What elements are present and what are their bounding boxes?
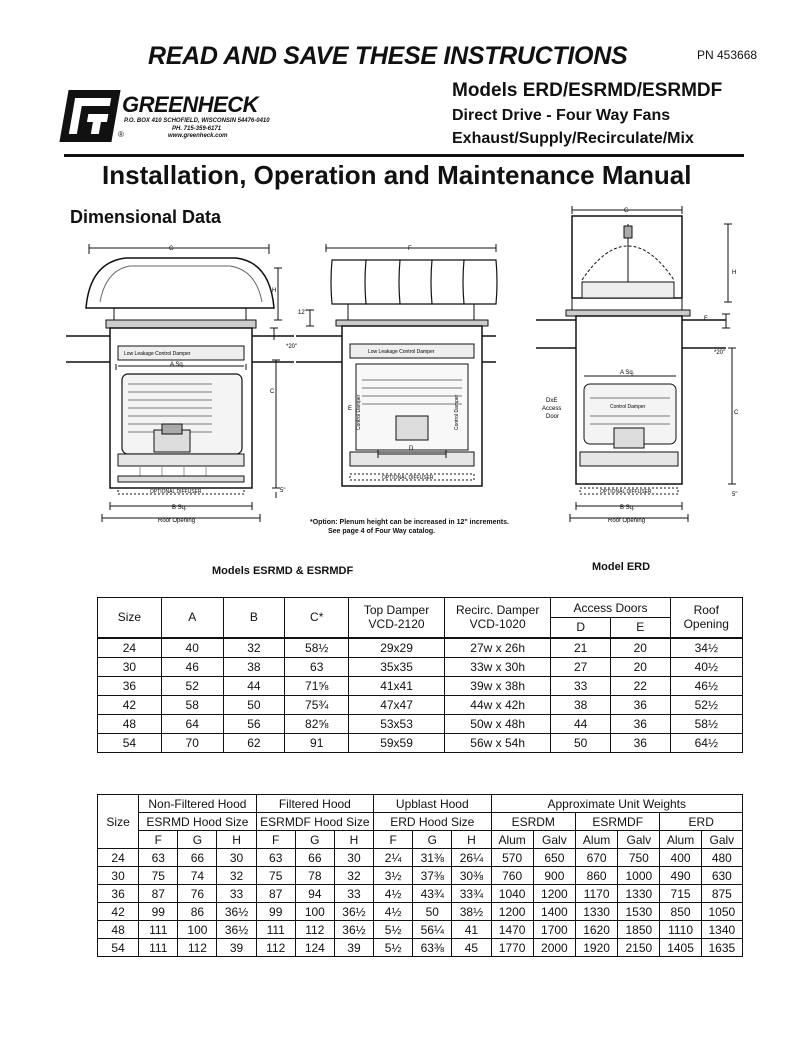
table-cell: 54 <box>98 733 162 752</box>
table-cell: 34½ <box>670 638 742 658</box>
table-cell: 1340 <box>701 921 742 939</box>
table-cell: 38½ <box>452 903 491 921</box>
table-cell: 37⅜ <box>413 867 452 885</box>
table-cell: 46 <box>161 657 223 676</box>
table-cell: 36 <box>610 695 670 714</box>
table-cell: 33¾ <box>452 885 491 903</box>
table-row <box>98 714 743 733</box>
t1-top-damper-model: VCD-2120 <box>368 617 425 632</box>
table-row <box>98 638 743 658</box>
table-cell: 1770 <box>491 939 533 957</box>
logo-address-line1: P.O. BOX 410 SCHOFIELD, WISCONSIN 54476-0410 <box>124 118 270 124</box>
dim-h-label: H <box>272 288 277 294</box>
t1-access-doors-header: Access Doors <box>551 598 670 618</box>
diffuser-label-2: OPTIONAL DIFFUSER <box>382 475 434 481</box>
greenheck-logo <box>64 90 294 150</box>
table-cell: 63 <box>256 849 295 867</box>
table-cell: 5½ <box>374 921 413 939</box>
table-cell: 36½ <box>217 921 256 939</box>
table-cell: 87 <box>139 885 178 903</box>
table-cell: 86 <box>178 903 217 921</box>
logo-address-line2: PH. 715-359-6171 <box>172 125 222 132</box>
t2-h-header-3: H <box>452 831 491 849</box>
table-cell: 41 <box>452 921 491 939</box>
table-cell: 1110 <box>660 921 701 939</box>
dim-20-label: *20" <box>286 344 298 350</box>
table-cell: 2150 <box>618 939 660 957</box>
table-cell: 58½ <box>670 714 742 733</box>
models-title: Models ERD/ESRMD/ESRMDF <box>452 80 723 101</box>
table-cell: 36 <box>98 676 162 695</box>
table-cell: 48 <box>98 714 162 733</box>
table-cell: 111 <box>139 939 178 957</box>
table-cell: 1850 <box>618 921 660 939</box>
table-cell: 35x35 <box>349 657 445 676</box>
caption-esrmd-esrmdf: Models ESRMD & ESRMDF <box>212 565 354 577</box>
table-cell: 760 <box>491 867 533 885</box>
a-sq-label-erd: A Sq. <box>620 370 635 376</box>
table-cell: 52 <box>161 676 223 695</box>
dim-f-label-erd: F <box>704 316 708 322</box>
manual-title: Installation, Operation and Maintenance Manual <box>102 160 692 190</box>
table-cell: 30 <box>98 867 139 885</box>
table-cell: 64 <box>161 714 223 733</box>
table-cell: 56w x 54h <box>444 733 550 752</box>
table-cell: 91 <box>285 733 349 752</box>
table-cell: 27 <box>551 657 611 676</box>
t2-size-header: Size <box>98 795 139 849</box>
dim-c-label-erd: C <box>734 410 739 416</box>
table-cell: 50w x 48h <box>444 714 550 733</box>
table-cell: 1330 <box>618 885 660 903</box>
table-cell: 1620 <box>575 921 617 939</box>
table-cell: 44 <box>551 714 611 733</box>
table-cell: 63 <box>285 657 349 676</box>
dimensions-table <box>97 597 743 753</box>
table-cell: 78 <box>295 867 334 885</box>
option-note-line2: See page 4 of Four Way catalog. <box>328 528 436 535</box>
dim-f-label: F <box>408 246 412 252</box>
t1-body <box>98 638 743 753</box>
table-cell: 70 <box>161 733 223 752</box>
table-row <box>98 676 743 695</box>
t1-recirc-title: Recirc. Damper <box>455 603 540 618</box>
table-cell: 112 <box>256 939 295 957</box>
table-cell: 2000 <box>533 939 575 957</box>
header-divider <box>64 154 744 157</box>
table-cell: 56 <box>223 714 285 733</box>
table-cell: 47x47 <box>349 695 445 714</box>
table-cell: 42 <box>98 695 162 714</box>
table-cell: 38 <box>551 695 611 714</box>
t2-h-header: H <box>217 831 256 849</box>
dim-20-label-erd: *20" <box>714 350 726 356</box>
t1-b-header: B <box>223 598 285 638</box>
table-cell: 670 <box>575 849 617 867</box>
table-cell: 63⅜ <box>413 939 452 957</box>
table-cell: 1000 <box>618 867 660 885</box>
table-cell: 76 <box>178 885 217 903</box>
t2-esrmd-hood-header: ESRMD Hood Size <box>139 813 256 831</box>
table-cell: 860 <box>575 867 617 885</box>
t2-esrdm-header: ESRDM <box>491 813 575 831</box>
t1-c-header: C* <box>285 598 349 638</box>
dim-g-label: G <box>169 246 174 252</box>
table-cell: 30 <box>217 849 256 867</box>
table-cell: 66 <box>295 849 334 867</box>
logo-address-line3: www.greenheck.com <box>168 133 228 139</box>
table-cell: 36½ <box>334 903 373 921</box>
table-cell: 3½ <box>374 867 413 885</box>
dim-h-label-erd: H <box>732 270 737 276</box>
table-cell: 94 <box>295 885 334 903</box>
t2-erd-hood-header: ERD Hood Size <box>374 813 491 831</box>
t2-f-header: F <box>139 831 178 849</box>
table-cell: 1050 <box>701 903 742 921</box>
esrmd-dimension-diagram <box>66 240 296 530</box>
table-cell: 1200 <box>533 885 575 903</box>
table-cell: 66 <box>178 849 217 867</box>
table-cell: 22 <box>610 676 670 695</box>
table-cell: 36 <box>98 885 139 903</box>
control-damper-label-erd: Control Damper <box>610 404 646 410</box>
table-cell: 75¾ <box>285 695 349 714</box>
table-cell: 1700 <box>533 921 575 939</box>
roof-opening-label-erd: Roof Opening <box>608 518 646 524</box>
part-number: PN 453668 <box>697 48 758 62</box>
b-sq-label: B Sq. <box>172 505 187 511</box>
table-cell: 1400 <box>533 903 575 921</box>
registered-mark: ® <box>118 130 124 139</box>
t2-alum-header-2: Alum <box>575 831 617 849</box>
t2-galv-header-2: Galv <box>618 831 660 849</box>
t1-roof-title2: Opening <box>683 617 729 632</box>
table-cell: 27w x 26h <box>444 638 550 658</box>
table-cell: 39 <box>217 939 256 957</box>
access-label: Access <box>542 406 562 412</box>
table-cell: 1470 <box>491 921 533 939</box>
table-cell: 42 <box>98 903 139 921</box>
table-cell: 32 <box>223 638 285 658</box>
t1-recirc-model: VCD-1020 <box>469 617 526 632</box>
table-cell: 650 <box>533 849 575 867</box>
table-cell: 1170 <box>575 885 617 903</box>
table-cell: 1530 <box>618 903 660 921</box>
t2-filtered-header: Filtered Hood <box>256 795 373 813</box>
table-cell: 33 <box>551 676 611 695</box>
table-cell: 64½ <box>670 733 742 752</box>
door-label: Door <box>546 414 560 420</box>
table-cell: 33w x 30h <box>444 657 550 676</box>
table-cell: 124 <box>295 939 334 957</box>
subtitle-direct-drive: Direct Drive - Four Way Fans <box>452 107 671 124</box>
t1-recirc-header <box>444 598 550 638</box>
t2-alum-header-3: Alum <box>660 831 701 849</box>
option-note-line1: *Option: Plenum height can be increased in 12" increments. <box>310 519 509 526</box>
control-damper-label-left: Control Damper <box>356 394 362 430</box>
table-cell: 63 <box>139 849 178 867</box>
t2-alum-header-1: Alum <box>491 831 533 849</box>
table-cell: 40½ <box>670 657 742 676</box>
t1-top-damper-title: Top Damper <box>363 603 430 618</box>
table-cell: 36 <box>610 714 670 733</box>
table-cell: 45 <box>452 939 491 957</box>
subtitle-exhaust-supply: Exhaust/Supply/Recirculate/Mix <box>452 130 694 147</box>
table-cell: 44w x 42h <box>444 695 550 714</box>
table-cell: 100 <box>295 903 334 921</box>
table-cell: 58½ <box>285 638 349 658</box>
table-cell: 570 <box>491 849 533 867</box>
table-cell: 52½ <box>670 695 742 714</box>
table-cell: 24 <box>98 638 162 658</box>
section-title: Dimensional Data <box>70 207 222 227</box>
table-cell: 490 <box>660 867 701 885</box>
table-cell: 30⅜ <box>452 867 491 885</box>
t1-roof-header <box>670 598 742 638</box>
table-cell: 56¼ <box>413 921 452 939</box>
damper-label-2: Low Leakage Control Damper <box>368 349 435 355</box>
table-cell: 33 <box>217 885 256 903</box>
table-cell: 32 <box>334 867 373 885</box>
table-cell: 50 <box>223 695 285 714</box>
table-cell: 2¼ <box>374 849 413 867</box>
dim-g-label-erd: G <box>624 208 629 214</box>
table-cell: 875 <box>701 885 742 903</box>
table-cell: 5½ <box>374 939 413 957</box>
t1-e-header: E <box>610 618 670 638</box>
table-cell: 53x53 <box>349 714 445 733</box>
table-cell: 480 <box>701 849 742 867</box>
table-cell: 1405 <box>660 939 701 957</box>
table-cell: 29x29 <box>349 638 445 658</box>
t2-galv-header-1: Galv <box>533 831 575 849</box>
table-cell: 31⅜ <box>413 849 452 867</box>
table-cell: 750 <box>618 849 660 867</box>
t2-galv-header-3: Galv <box>701 831 742 849</box>
table-cell: 1635 <box>701 939 742 957</box>
table-cell: 1920 <box>575 939 617 957</box>
table-cell: 30 <box>334 849 373 867</box>
table-cell: 400 <box>660 849 701 867</box>
table-cell: 50 <box>551 733 611 752</box>
table-row <box>98 849 743 867</box>
table-cell: 21 <box>551 638 611 658</box>
t2-body <box>98 849 743 957</box>
esrmdf-dimension-diagram <box>296 240 496 510</box>
t2-f-header-3: F <box>374 831 413 849</box>
table-row <box>98 939 743 957</box>
table-row <box>98 695 743 714</box>
table-cell: 99 <box>139 903 178 921</box>
table-cell: 40 <box>161 638 223 658</box>
hood-weights-table <box>97 794 743 957</box>
diffuser-label: OPTIONAL DIFFUSER <box>150 489 202 495</box>
t2-f-header-2: F <box>256 831 295 849</box>
table-cell: 75 <box>256 867 295 885</box>
table-cell: 44 <box>223 676 285 695</box>
roof-opening-label: Roof Opening <box>158 518 196 524</box>
table-row <box>98 921 743 939</box>
dim-e-label: E <box>348 406 353 412</box>
table-cell: 82⅝ <box>285 714 349 733</box>
option-note <box>310 518 509 536</box>
table-row <box>98 885 743 903</box>
table-cell: 50 <box>413 903 452 921</box>
table-cell: 32 <box>217 867 256 885</box>
table-cell: 24 <box>98 849 139 867</box>
t2-g-header: G <box>178 831 217 849</box>
table-cell: 74 <box>178 867 217 885</box>
table-cell: 36½ <box>334 921 373 939</box>
t2-g-header-2: G <box>295 831 334 849</box>
control-damper-label-right: Control Damper <box>454 394 460 430</box>
b-sq-label-erd: B Sq. <box>620 505 635 511</box>
table-cell: 36½ <box>217 903 256 921</box>
dim-5-label: 5" <box>280 488 286 494</box>
table-cell: 112 <box>178 939 217 957</box>
read-save-instructions-heading: READ AND SAVE THESE INSTRUCTIONS <box>148 42 628 70</box>
table-cell: 111 <box>139 921 178 939</box>
table-cell: 33 <box>334 885 373 903</box>
table-cell: 111 <box>256 921 295 939</box>
logo-brand-name: GREENHECK <box>122 92 259 117</box>
dim-c-label: C <box>270 389 275 395</box>
table-cell: 850 <box>660 903 701 921</box>
table-cell: 39w x 38h <box>444 676 550 695</box>
table-row <box>98 903 743 921</box>
table-row <box>98 657 743 676</box>
dim-5-label-erd: 5" <box>732 492 738 498</box>
table-cell: 4½ <box>374 885 413 903</box>
damper-label: Low Leakage Control Damper <box>124 351 191 357</box>
erd-dimension-diagram <box>536 202 746 527</box>
table-cell: 1330 <box>575 903 617 921</box>
table-cell: 100 <box>178 921 217 939</box>
greenheck-logo-mark-icon <box>59 90 120 142</box>
caption-erd: Model ERD <box>592 561 651 573</box>
table-cell: 54 <box>98 939 139 957</box>
table-cell: 43¾ <box>413 885 452 903</box>
table-cell: 59x59 <box>349 733 445 752</box>
table-row <box>98 867 743 885</box>
table-cell: 46½ <box>670 676 742 695</box>
t2-esrmdf-header: ESRMDF <box>575 813 659 831</box>
table-cell: 26¼ <box>452 849 491 867</box>
t2-weights-header: Approximate Unit Weights <box>491 795 742 813</box>
t2-esrmdf-hood-header: ESRMDF Hood Size <box>256 813 373 831</box>
table-cell: 1040 <box>491 885 533 903</box>
table-cell: 112 <box>295 921 334 939</box>
table-cell: 87 <box>256 885 295 903</box>
table-cell: 715 <box>660 885 701 903</box>
table-cell: 36 <box>610 733 670 752</box>
t2-g-header-3: G <box>413 831 452 849</box>
t1-size-header: Size <box>98 598 162 638</box>
diffuser-label-erd: OPTIONAL DIFFUSER <box>600 489 652 495</box>
table-cell: 75 <box>139 867 178 885</box>
t1-d-header: D <box>551 618 611 638</box>
table-cell: 62 <box>223 733 285 752</box>
t2-erd-header: ERD <box>660 813 743 831</box>
t2-upblast-header: Upblast Hood <box>374 795 491 813</box>
table-cell: 4½ <box>374 903 413 921</box>
table-cell: 39 <box>334 939 373 957</box>
t2-nonfiltered-header: Non-Filtered Hood <box>139 795 256 813</box>
table-cell: 48 <box>98 921 139 939</box>
table-cell: 38 <box>223 657 285 676</box>
t1-top-damper-header <box>349 598 445 638</box>
table-cell: 900 <box>533 867 575 885</box>
table-row <box>98 733 743 752</box>
dim-12-label: 12" <box>298 310 307 316</box>
t2-h-header-2: H <box>334 831 373 849</box>
table-cell: 71⅝ <box>285 676 349 695</box>
table-cell: 99 <box>256 903 295 921</box>
table-cell: 1200 <box>491 903 533 921</box>
a-sq-label: A Sq. <box>170 362 185 368</box>
table-cell: 20 <box>610 657 670 676</box>
table-cell: 20 <box>610 638 670 658</box>
logo-address <box>124 118 270 141</box>
table-cell: 58 <box>161 695 223 714</box>
t1-a-header: A <box>161 598 223 638</box>
table-cell: 41x41 <box>349 676 445 695</box>
dxe-label: DxE <box>546 398 558 404</box>
table-cell: 30 <box>98 657 162 676</box>
t1-roof-title: Roof <box>693 603 719 618</box>
dim-d-label: D <box>409 446 414 452</box>
table-cell: 630 <box>701 867 742 885</box>
